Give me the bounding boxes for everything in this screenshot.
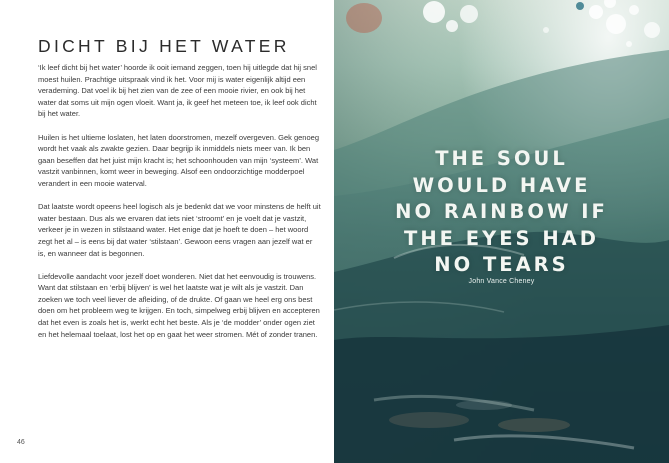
body-text [38, 62, 321, 352]
quote-line: THE SOUL [435, 147, 568, 170]
quote-line: THE EYES HAD [404, 226, 599, 250]
quote [334, 146, 669, 279]
page-number: 46 [17, 439, 25, 446]
quote-line: NO TEARS [434, 253, 569, 276]
chapter-heading: DICHT BIJ HET WATER [38, 36, 290, 56]
left-page [0, 0, 334, 463]
quote-line: WOULD HAVE [412, 173, 591, 197]
paragraph: Liefdevolle aandacht voor jezelf doet wonderen. Niet dat het eenvoudig is trouwens. Want dat stilstaan en ‘erbij blijven’ is wel het laatste wat je wilt als je vastzit. Dan zoeken we toch veel liever de afleiding, of de drukte. Of gaan we heel erg ons best doen om het probleem weg te krijgen. En toch, simpelweg erbij blijven en accepteren dat het even is zoals het is, werkt echt het beste. Als je ‘de modder’ onder ogen ziet en het helemaal toelaat, lost het op en gaat het weer stromen. Mét of zonder tranen. [38, 271, 320, 339]
paragraph: Huilen is het ultieme loslaten, het laten doorstromen, mezelf overgeven. Gek genoeg wordt het vaak als zwakte gezien. Daar begrijp ik inmiddels niets meer van. Ik ben gaan beseffen dat het juist mijn kracht is; het schoonhouden van mijn ‘systeem’. Wat vastzit vanbinnen, komt weer in beweging. Alsof een ondoorzichtige modderpoel verandert in een mooie waterval. [38, 132, 319, 188]
right-page [334, 0, 669, 463]
paragraph: Dat laatste wordt opeens heel logisch als je bedenkt dat we voor minstens de helft uit water bestaan. Dus als we ervaren dat iets niet ‘stroomt’ en je voelt dat je vastzit, verkeer je in wezen in stilstaand water. Het enige dat je hoeft te doen – het woord zegt het al – is eens bij dat water ‘stilstaan’. Gewoon eens vragen aan jezelf wat er is, en wanneer dat is begonnen. [38, 202, 321, 258]
quote-attribution: John Vance Cheney [468, 278, 535, 285]
paragraph: ‘Ik leef dicht bij het water’ hoorde ik ooit iemand zeggen, toen hij uitlegde dat hij snel moest huilen. Prachtige uitspraak vind ik het. Voor mij is water eigenlijk altijd een verademing. Dat voel ik bij het zien van de zee of een mooie rivier, en ook bij het water dat soms uit mijn ogen vloeit. Want ja, ik geef het meteen toe, ik leef ook dicht bij het water. [38, 63, 317, 119]
quote-line: NO RAINBOW IF [395, 200, 608, 223]
